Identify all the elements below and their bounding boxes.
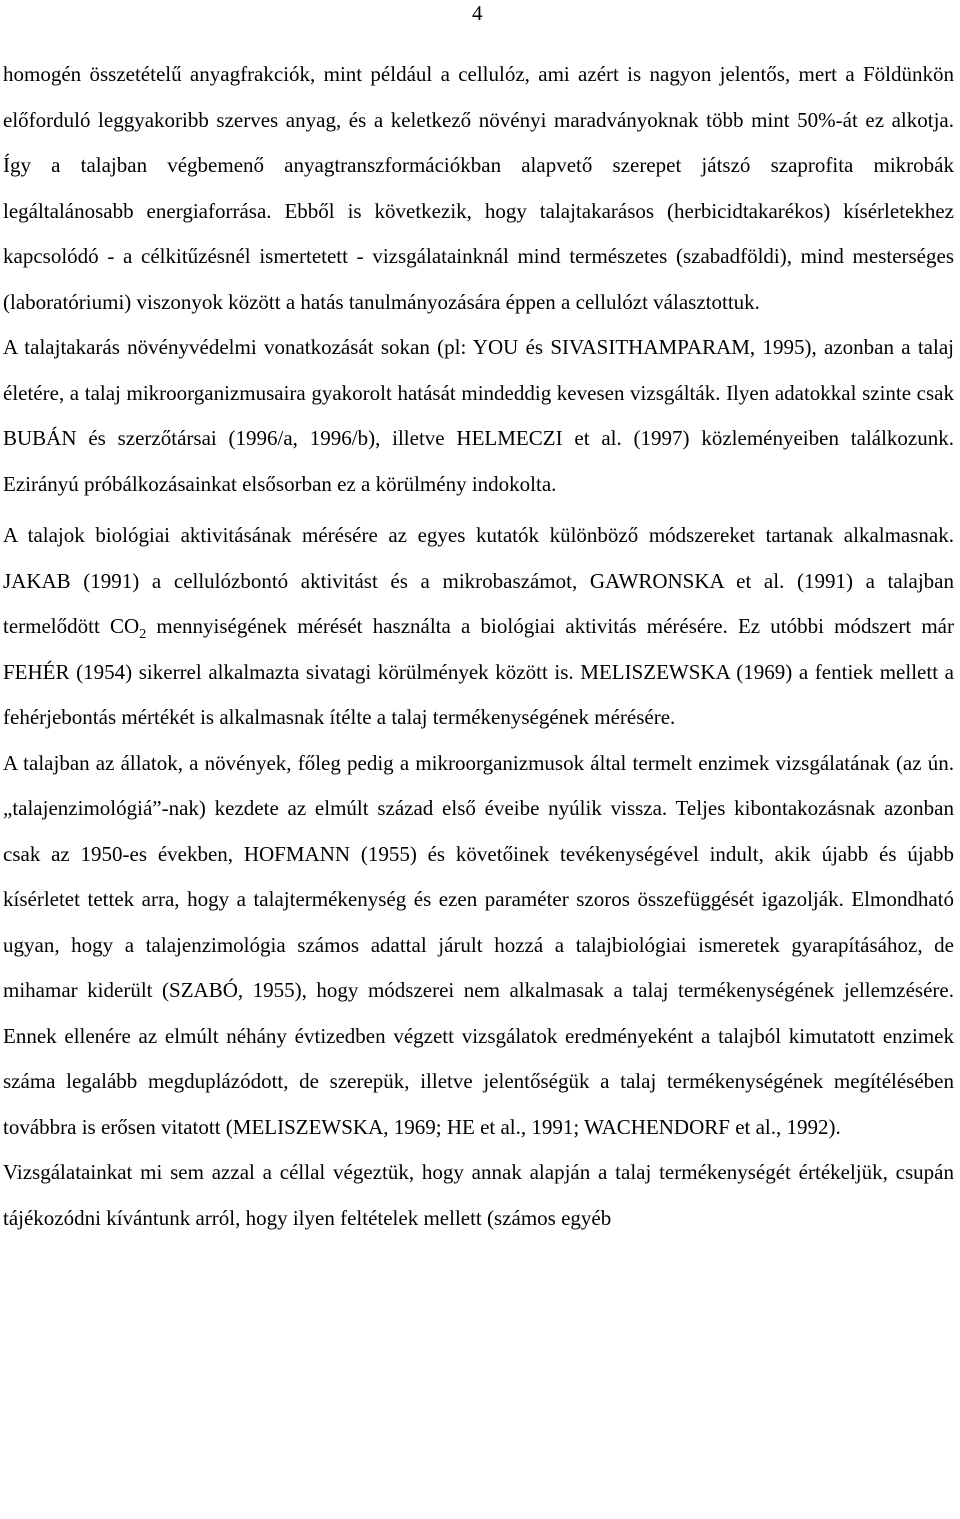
paragraph-text-before-formula: A talajok biológiai aktivitásának mérésére az egyes kutatók különböző módszereket tartanak alkalmasnak. JAKAB (1991) a cellulózbontó aktivitást és a mikrobaszámot, GAWRONSKA et al. (1991) a talajban termelődött CO [3, 523, 954, 638]
paragraph-cellulose: homogén összetételű anyagfrakciók, mint például a cellulóz, ami azért is nagyon jelentős, mert a Földünkön előforduló leggyakoribb szerves anyag, és a keletkező növényi maradványoknak több mint 50%-át ez alkotja. Így a talajban végbemenő anyagtranszformációkban alapvető szerepet játszó szaprofita mikrobák legáltalánosabb energiaforrása. Ebből is következik, hogy talajtakarásos (herbicidtakarékos) kísérletekhez kapcsolódó - a célkitűzésnél ismertetett - vizsgálatainknál mind természetes (szabadföldi), mind mesterséges (laboratóriumi) viszonyok között a hatás tanulmányozására éppen a cellulózt választottuk. [3, 62, 954, 314]
co2-subscript: 2 [139, 627, 147, 643]
paragraph-mulching: A talajtakarás növényvédelmi vonatkozását sokan (pl: YOU és SIVASITHAMPARAM, 1995), azonban a talaj életére, a talaj mikroorganizmusaira gyakorolt hatását mindeddig kevesen vizsgálták. Ilyen adatokkal szinte csak BUBÁN és szerzőtársai (1996/a, 1996/b), illetve HELMECZI et al. (1997) közleményeiben találkozunk. Ezirányú próbálkozásainkat elsősorban ez a körülmény indokolta. [3, 335, 954, 496]
page-number: 4 [472, 1, 483, 25]
paragraph-biological-activity [3, 513, 954, 741]
paragraph-text-after-formula: mennyiségének mérését használta a biológiai aktivitás mérésére. Ez utóbbi módszert már FEHÉR (1954) sikerrel alkalmazta sivatagi körülmények között is. MELISZEWSKA (1969) a fentiek mellett a fehérjebontás mértékét is alkalmasnak ítélte a talaj termékenységének mérésére. [3, 614, 954, 729]
paragraph-soil-enzymology: A talajban az állatok, a növények, főleg pedig a mikroorganizmusok által termelt enzimek vizsgálatának (az ún. „talajenzimológiá”-nak) kezdete az elmúlt század első éveibe nyúlik vissza. Teljes kibontakozásnak azonban csak az 1950-es években, HOFMANN (1955) és követőinek tevékenységével indult, akik újabb és újabb kísérletet tettek arra, hogy a talajtermékenység és ezen paraméter szoros összefüggését igazolják. Elmondható ugyan, hogy a talajenzimológia számos adattal járult hozzá a talajbiológiai ismeretek gyarapításához, de mihamar kiderült (SZABÓ, 1955), hogy módszerei nem alkalmasak a talaj termékenységének jellemzésére. Ennek ellenére az elmúlt néhány évtizedben végzett vizsgálatok eredményeként a talajból kimutatott enzimek száma legalább megduplázódott, de szerepük, illetve jelentőségük a talaj termékenységének megítélésében továbbra is erősen vitatott (MELISZEWSKA, 1969; HE et al., 1991; WACHENDORF et al., 1992). [3, 750, 954, 1139]
document-body [3, 52, 954, 1241]
paragraph-investigations: Vizsgálatainkat mi sem azzal a céllal végeztük, hogy annak alapján a talaj termékenységét értékeljük, csupán tájékozódni kívántunk arról, hogy ilyen feltételek mellett (számos egyéb [3, 1160, 954, 1230]
